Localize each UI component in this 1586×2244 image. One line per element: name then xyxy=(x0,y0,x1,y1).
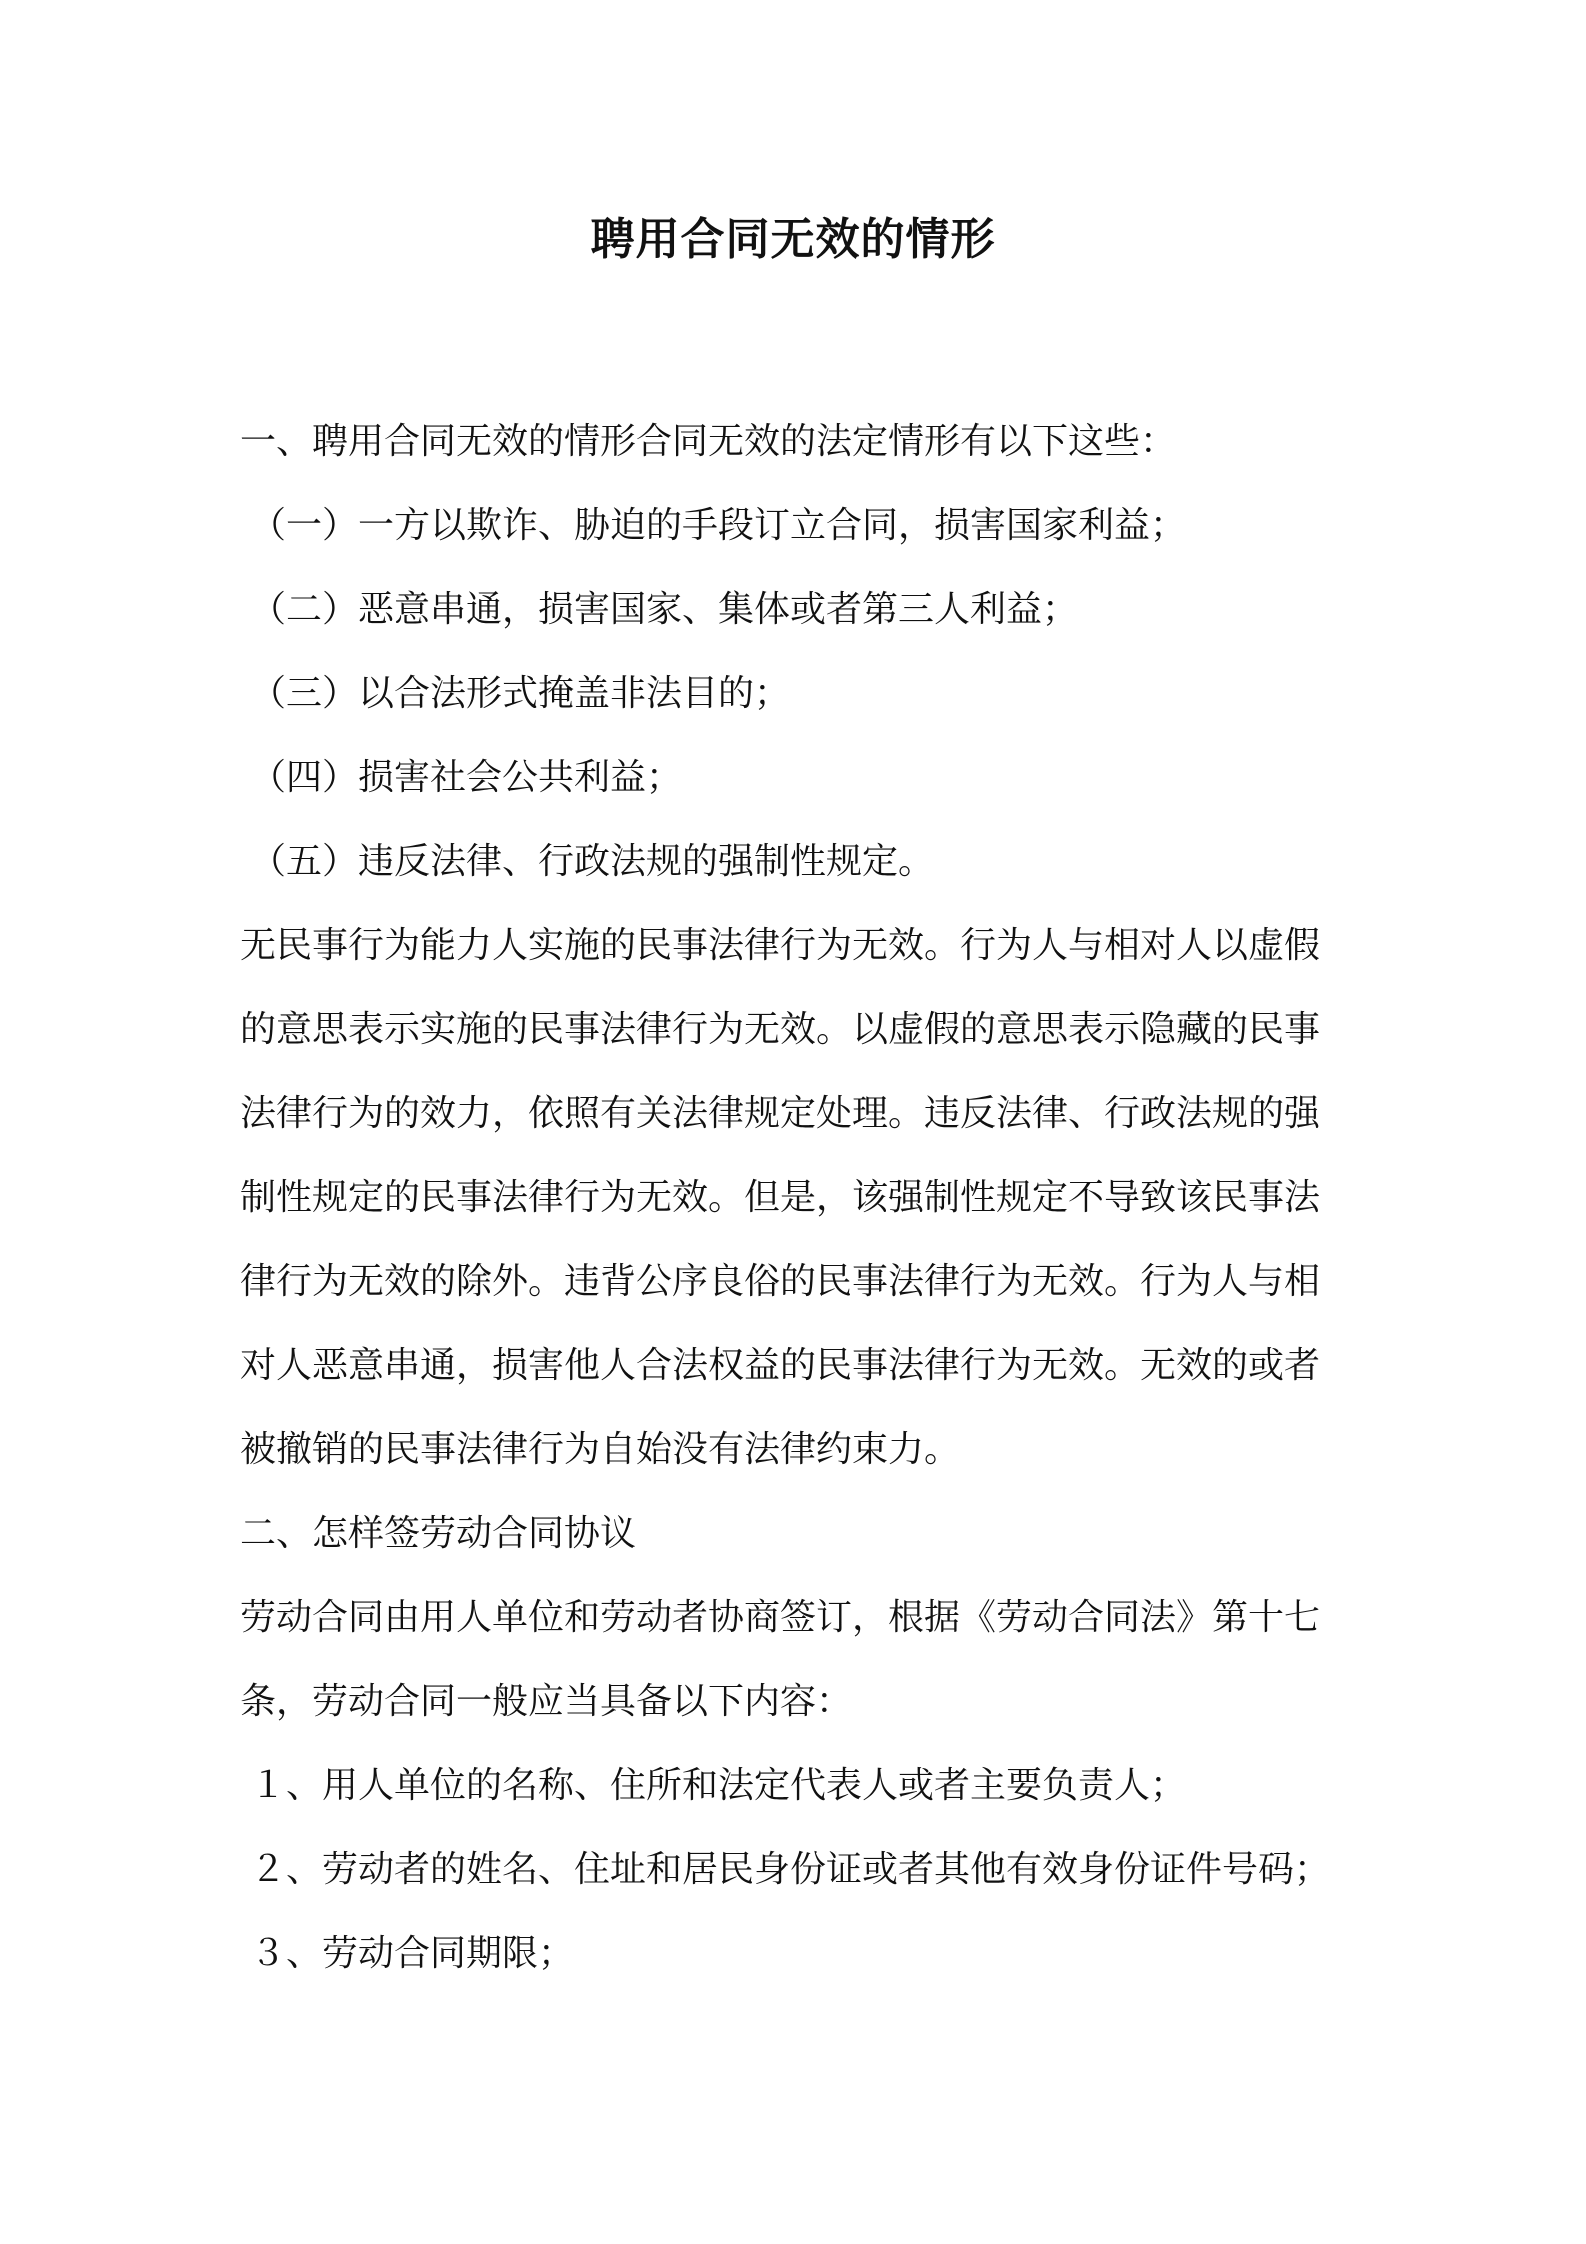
paragraph-line: 对人恶意串通，损害他人合法权益的民事法律行为无效。无效的或者 xyxy=(240,1345,1321,1386)
section-2-heading: 二、怎样签劳动合同协议 xyxy=(240,1513,637,1554)
paragraph-line: 劳动合同由用人单位和劳动者协商签订，根据《劳动合同法》第十七 xyxy=(240,1597,1321,1638)
document-body xyxy=(240,400,1360,1996)
paragraph-line: 的意思表示实施的民事法律行为无效。以虚假的意思表示隐藏的民事 xyxy=(240,1009,1321,1050)
numbered-item-1: １、用人单位的名称、住所和法定代表人或者主要负责人； xyxy=(250,1765,1187,1806)
list-item-2: （二）恶意串通，损害国家、集体或者第三人利益； xyxy=(250,589,1079,630)
list-item-1: （一）一方以欺诈、胁迫的手段订立合同，损害国家利益； xyxy=(250,505,1187,546)
section-1-heading: 一、聘用合同无效的情形合同无效的法定情形有以下这些： xyxy=(240,421,1177,462)
list-item-4: （四）损害社会公共利益； xyxy=(250,757,683,798)
document-title: 聘用合同无效的情形 xyxy=(590,214,996,265)
paragraph-line: 无民事行为能力人实施的民事法律行为无效。行为人与相对人以虚假 xyxy=(240,925,1321,966)
paragraph-line: 律行为无效的除外。违背公序良俗的民事法律行为无效。行为人与相 xyxy=(240,1261,1321,1302)
numbered-item-3: ３、劳动合同期限； xyxy=(250,1933,575,1974)
paragraph-line: 法律行为的效力，依照有关法律规定处理。违反法律、行政法规的强 xyxy=(240,1093,1321,1134)
paragraph-line: 被撤销的民事法律行为自始没有法律约束力。 xyxy=(240,1429,961,1470)
numbered-item-2: ２、劳动者的姓名、住址和居民身份证或者其他有效身份证件号码； xyxy=(250,1849,1331,1890)
paragraph-line: 条，劳动合同一般应当具备以下内容： xyxy=(240,1681,853,1722)
list-item-3: （三）以合法形式掩盖非法目的； xyxy=(250,673,791,714)
paragraph-line: 制性规定的民事法律行为无效。但是，该强制性规定不导致该民事法 xyxy=(240,1177,1321,1218)
list-item-5: （五）违反法律、行政法规的强制性规定。 xyxy=(250,841,935,882)
